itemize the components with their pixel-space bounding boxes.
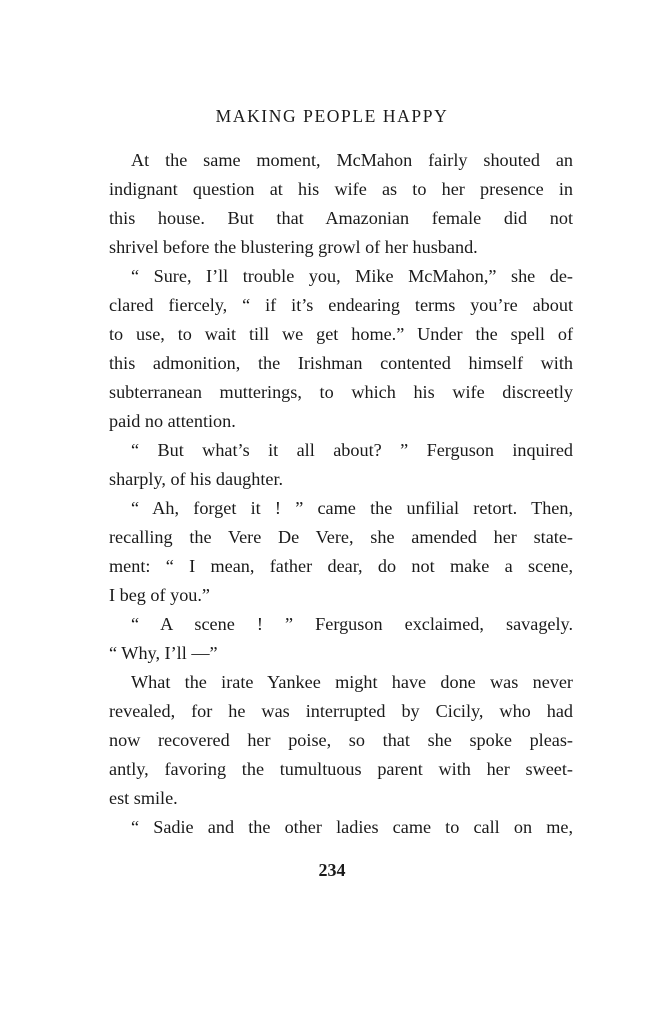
text-line: ment: “ I mean, father dear, do not make a scene, xyxy=(109,556,573,576)
text-line: est smile. xyxy=(109,788,178,808)
text-line: sharply, of his daughter. xyxy=(109,469,284,489)
text-line: I beg of you.” xyxy=(109,585,211,605)
text-line: “ Sadie and the other ladies came to call on me, xyxy=(131,817,573,837)
text-line: paid no attention. xyxy=(109,411,236,431)
text-line: What the irate Yankee might have done was never xyxy=(131,672,573,692)
text-line: indignant question at his wife as to her presence in xyxy=(109,179,573,199)
text-line: At the same moment, McMahon fairly shouted an xyxy=(131,150,573,170)
running-header: MAKING PEOPLE HAPPY xyxy=(215,106,449,126)
text-line: this admonition, the Irishman contented himself with xyxy=(109,353,573,373)
text-line: this house. But that Amazonian female did not xyxy=(109,208,573,228)
text-line: “ Ah, forget it ! ” came the unfilial retort. Then, xyxy=(131,498,573,518)
text-line: clared fiercely, “ if it’s endearing terms you’re about xyxy=(109,295,573,315)
text-line: now recovered her poise, so that she spoke pleas- xyxy=(109,730,573,750)
text-line: revealed, for he was interrupted by Cicily, who had xyxy=(109,701,573,721)
page-number: 234 xyxy=(318,860,346,880)
text-line: “ But what’s it all about? ” Ferguson inquired xyxy=(131,440,573,460)
text-line: recalling the Vere De Vere, she amended her state- xyxy=(109,527,573,547)
text-line: subterranean mutterings, to which his wife discreetly xyxy=(109,382,573,402)
text-line: shrivel before the blustering growl of her husband. xyxy=(109,237,478,257)
text-line: “ Sure, I’ll trouble you, Mike McMahon,” she de- xyxy=(131,266,573,286)
text-line: “ Why, I’ll —” xyxy=(109,643,218,663)
text-line: to use, to wait till we get home.” Under the spell of xyxy=(109,324,573,344)
text-line: “ A scene ! ” Ferguson exclaimed, savagely. xyxy=(131,614,573,634)
text-line: antly, favoring the tumultuous parent with her sweet- xyxy=(109,759,573,779)
